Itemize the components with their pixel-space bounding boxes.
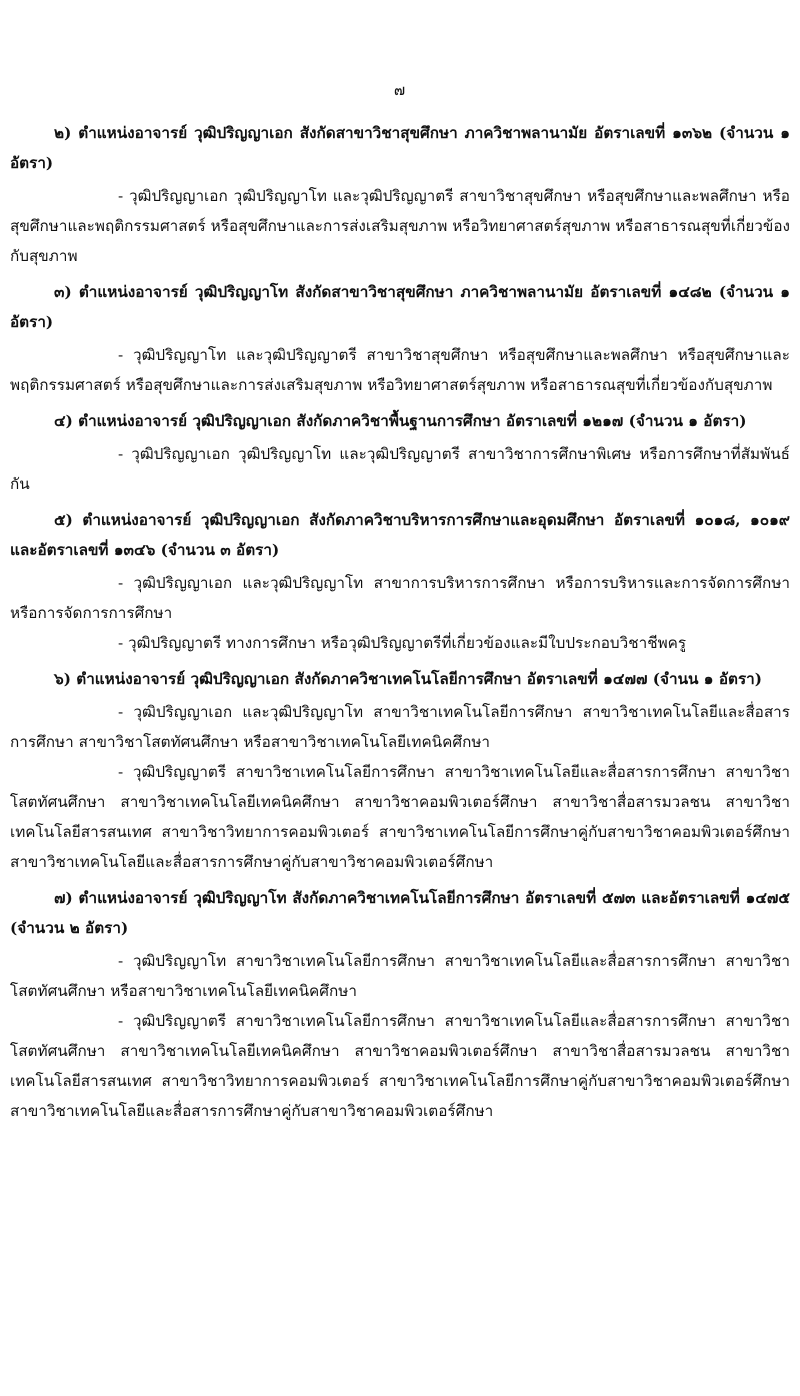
qualification-item: - วุฒิปริญญาโท และวุฒิปริญญาตรี สาขาวิชาสุขศึกษา หรือสุขศึกษาและพลศึกษา หรือสุขศึกษาและพฤติกรรมศาสตร์ หรือสุขศึกษาและการส่งเสริมสุขภาพ หรือวิทยาศาสตร์สุขภาพ หรือสาธารณสุขที่เกี่ยวข้องกับสุขภาพ [10,346,790,394]
qualification-item: - วุฒิปริญญาเอก วุฒิปริญญาโท และวุฒิปริญญาตรี สาขาวิชาสุขศึกษา หรือสุขศึกษาและพลศึกษา หรือสุขศึกษาและพฤติกรรมศาสตร์ หรือสุขศึกษาและการส่งเสริมสุขภาพ หรือวิทยาศาสตร์สุขภาพ หรือสาธารณสุขที่เกี่ยวข้องกับสุขภาพ [10,187,790,265]
position-heading: ๕) ตำแหน่งอาจารย์ วุฒิปริญญาเอก สังกัดภาควิชาบริหารการศึกษาและอุดมศึกษา อัตราเลขที่ ๑๐๑๘, ๑๐๑๙ และอัตราเลขที่ ๑๓๔๖ (จำนวน ๓ อัตรา) [10,511,790,559]
qualification-item: - วุฒิปริญญาโท สาขาวิชาเทคโนโลยีการศึกษา สาขาวิชาเทคโนโลยีและสื่อสารการศึกษา สาขาวิชาโสตทัศนศึกษา หรือสาขาวิชาเทคโนโลยีเทคนิคศึกษา [10,952,790,1000]
position-section-5 [10,505,790,658]
document-body [10,118,790,1132]
qualification-item: - วุฒิปริญญาตรี สาขาวิชาเทคโนโลยีการศึกษา สาขาวิชาเทคโนโลยีและสื่อสารการศึกษา สาขาวิชาโสตทัศนศึกษา สาขาวิชาเทคโนโลยีเทคนิคศึกษา สาขาวิชาคอมพิวเตอร์ศึกษา สาขาวิชาสื่อสารมวลชน สาขาวิชาเทคโนโลยีสารสนเทศ สาขาวิชาวิทยาการคอมพิวเตอร์ สาขาวิชาเทคโนโลยีการศึกษาคู่กับสาขาวิชาคอมพิวเตอร์ศึกษา สาขาวิชาเทคโนโลยีและสื่อสารการศึกษาคู่กับสาขาวิชาคอมพิวเตอร์ศึกษา [10,1012,790,1120]
position-heading: ๖) ตำแหน่งอาจารย์ วุฒิปริญญาเอก สังกัดภาควิชาเทคโนโลยีการศึกษา อัตราเลขที่ ๑๔๗๗ (จำนน ๑ อัตรา) [54,670,763,688]
position-section-2 [10,118,790,271]
page-number: ๗ [393,81,407,99]
qualification-item: - วุฒิปริญญาเอก วุฒิปริญญาโท และวุฒิปริญญาตรี สาขาวิชาการศึกษาพิเศษ หรือการศึกษาที่สัมพันธ์กัน [10,445,790,493]
position-section-4 [10,406,790,499]
qualification-item: - วุฒิปริญญาตรี สาขาวิชาเทคโนโลยีการศึกษา สาขาวิชาเทคโนโลยีและสื่อสารการศึกษา สาขาวิชาโสตทัศนศึกษา สาขาวิชาเทคโนโลยีเทคนิคศึกษา สาขาวิชาคอมพิวเตอร์ศึกษา สาขาวิชาสื่อสารมวลชน สาขาวิชาเทคโนโลยีสารสนเทศ สาขาวิชาวิทยาการคอมพิวเตอร์ สาขาวิชาเทคโนโลยีการศึกษาคู่กับสาขาวิชาคอมพิวเตอร์ศึกษา สาขาวิชาเทคโนโลยีและสื่อสารการศึกษาคู่กับสาขาวิชาคอมพิวเตอร์ศึกษา [10,763,790,871]
position-section-7 [10,883,790,1126]
position-section-6 [10,664,790,877]
position-section-3 [10,277,790,400]
qualification-item: - วุฒิปริญญาเอก และวุฒิปริญญาโท สาขาวิชาเทคโนโลยีการศึกษา สาขาวิชาเทคโนโลยีและสื่อสารการศึกษา สาขาวิชาโสตทัศนศึกษา หรือสาขาวิชาเทคโนโลยีเทคนิคศึกษา [10,703,790,751]
qualification-item: - วุฒิปริญญาเอก และวุฒิปริญญาโท สาขาการบริหารการศึกษา หรือการบริหารและการจัดการศึกษา หรือการจัดการการศึกษา [10,574,790,622]
position-heading: ๒) ตำแหน่งอาจารย์ วุฒิปริญญาเอก สังกัดสาขาวิชาสุขศึกษา ภาควิชาพลานามัย อัตราเลขที่ ๑๓๖๒ (จำนวน ๑ อัตรา) [10,124,790,172]
position-heading: ๗) ตำแหน่งอาจารย์ วุฒิปริญญาโท สังกัดภาควิชาเทคโนโลยีการศึกษา อัตราเลขที่ ๕๗๓ และอัตราเลขที่ ๑๔๗๕ (จำนวน ๒ อัตรา) [10,889,790,937]
qualification-item: - วุฒิปริญญาตรี ทางการศึกษา หรือวุฒิปริญญาตรีที่เกี่ยวข้องและมีใบประกอบวิชาชีพครู [118,634,687,652]
position-heading: ๔) ตำแหน่งอาจารย์ วุฒิปริญญาเอก สังกัดภาควิชาพื้นฐานการศึกษา อัตราเลขที่ ๑๒๑๗ (จำนวน ๑ อัตรา) [54,412,747,430]
position-heading: ๓) ตำแหน่งอาจารย์ วุฒิปริญญาโท สังกัดสาขาวิชาสุขศึกษา ภาควิชาพลานามัย อัตราเลขที่ ๑๔๘๒ (จำนวน ๑ อัตรา) [10,283,790,331]
